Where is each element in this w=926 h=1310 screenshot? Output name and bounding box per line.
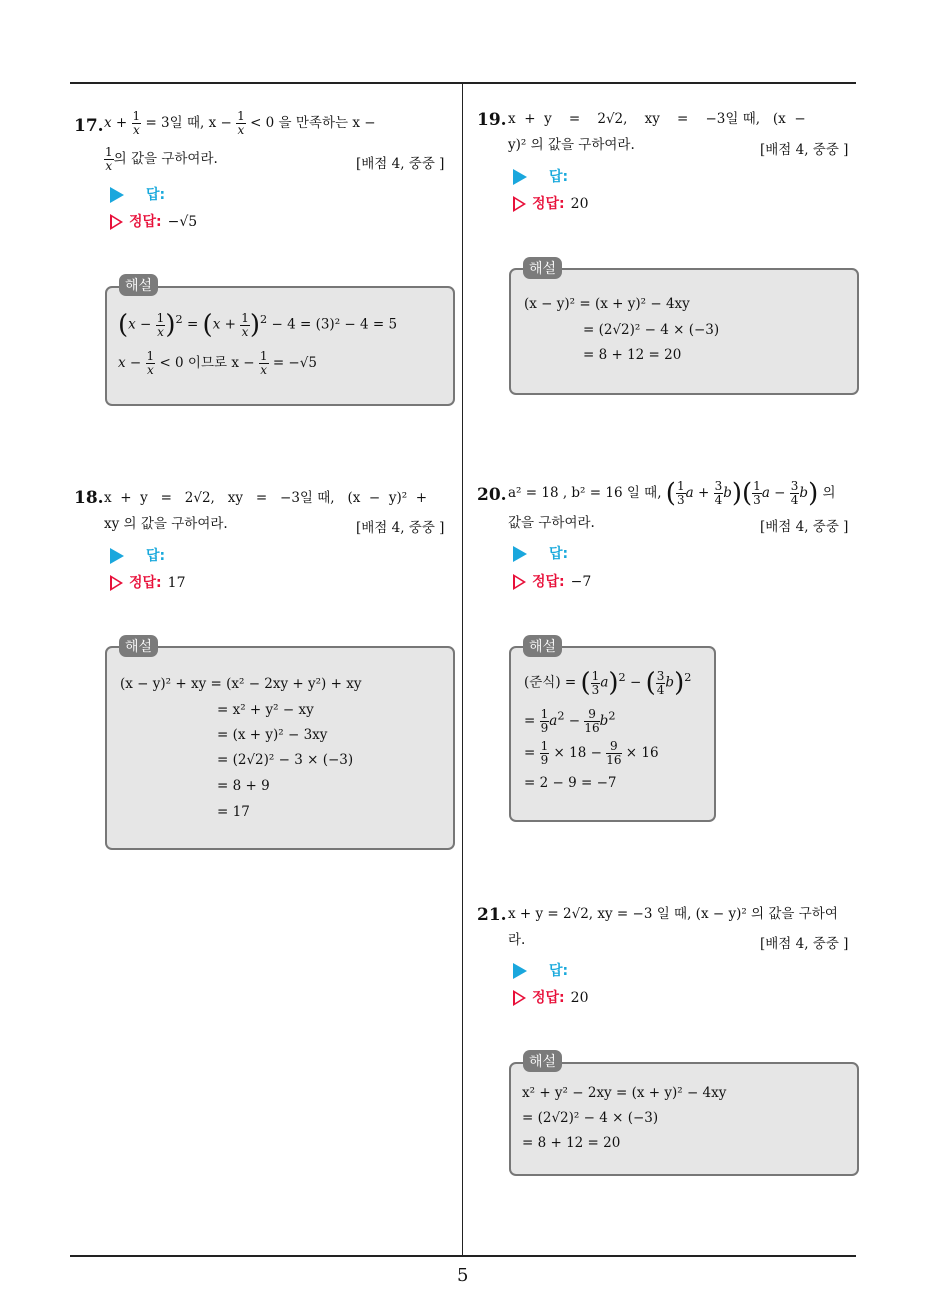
answer-row: 답:	[110, 545, 165, 565]
question-number: 21.	[477, 905, 507, 925]
solution-line: x² + y² − 2xy = (x + y)² − 4xy	[522, 1085, 727, 1101]
question-text-line2: y)² 의 값을 구하여라.	[508, 137, 635, 153]
correct-answer-row: 정답: −7	[513, 571, 591, 591]
solution-line: = 2 − 9 = −7	[524, 775, 617, 791]
solution-tag: 해설	[523, 635, 562, 657]
question-text-line1: x + y = 2√2, xy = −3 일 때, (x − y)² 의 값을 구하여	[508, 906, 838, 922]
solution-line: = 8 + 12 = 20	[583, 347, 682, 363]
question-text-line2: 라.	[508, 932, 526, 948]
question-text-line1: x + $\frac{1}{x}$ = 3일 때, x − $\frac{1}{x}$ < 0 을 만족하는 x −	[104, 109, 376, 137]
column-divider	[462, 83, 463, 1256]
outline-triangle-icon	[513, 990, 526, 1006]
solution-line: = x² + y² − xy	[217, 702, 314, 718]
solution-tag: 해설	[523, 257, 562, 279]
answer-row: 답:	[513, 960, 568, 980]
score-tag: [배점 4, 중중 ]	[356, 520, 445, 536]
score-tag: [배점 4, 중중 ]	[760, 519, 849, 535]
question-text-line1: x + y = 2√2, xy = −3일 때, (x − y)² +	[104, 490, 428, 506]
question-text-line1: a² = 18 , b² = 16 일 때, ( $\frac{1}{3}$ a + $\frac{3}{4}$ b)( $\frac{1}{3}$ a − $\frac{3}{4}$ b) 의	[508, 478, 836, 509]
solution-line: x − $\frac{1}{x}$ < 0 이므로 x − $\frac{1}{x}$ = −√5	[118, 349, 317, 377]
correct-answer-row: 정답: 20	[513, 193, 588, 213]
solution-line: (x − $\frac{1}{x}$ )$^2$ = (x + $\frac{1}{x}$ )$^2$ − 4 = (3)² − 4 = 5	[118, 310, 398, 340]
question-number: 17.	[74, 116, 104, 136]
fraction: $\frac{1}{x}$	[132, 109, 141, 137]
page-number: 5	[457, 1265, 469, 1286]
bottom-rule	[70, 1255, 856, 1257]
solution-line: = (2√2)² − 4 × (−3)	[522, 1110, 659, 1126]
solution-line: (x − y)² = (x + y)² − 4xy	[524, 296, 690, 312]
question-text-line1: x + y = 2√2, xy = −3일 때, (x −	[508, 111, 806, 127]
play-icon	[513, 169, 527, 185]
question-text-line2: $\frac{1}{x}$ 의 값을 구하여라.	[105, 145, 218, 173]
answer-row: 답:	[110, 184, 165, 204]
solution-line: = 8 + 9	[217, 778, 270, 794]
outline-triangle-icon	[110, 575, 123, 591]
solution-line: (x − y)² + xy = (x² − 2xy + y²) + xy	[120, 676, 362, 692]
outline-triangle-icon	[110, 214, 123, 230]
solution-line: = (2√2)² − 4 × (−3)	[583, 322, 720, 338]
top-rule	[70, 82, 856, 84]
correct-answer-row: 정답: −√5	[110, 211, 197, 231]
outline-triangle-icon	[513, 574, 526, 590]
play-icon	[110, 548, 124, 564]
play-icon	[513, 963, 527, 979]
answer-row: 답:	[513, 543, 568, 563]
question-text-line2: xy 의 값을 구하여라.	[104, 516, 228, 532]
question-number: 20.	[477, 485, 507, 505]
play-icon	[513, 546, 527, 562]
score-tag: [배점 4, 중중 ]	[356, 156, 445, 172]
solution-line: = (2√2)² − 3 × (−3)	[217, 752, 354, 768]
solution-tag: 해설	[523, 1050, 562, 1072]
question-number: 19.	[477, 110, 507, 130]
solution-line: (준식) = ( $\frac{1}{3}$ a)$^2$ − ( $\frac{3}{4}$ b)$^2$	[524, 668, 692, 698]
solution-tag: 해설	[119, 274, 158, 296]
solution-line: = 17	[217, 804, 250, 820]
play-icon	[110, 187, 124, 203]
solution-line: = 8 + 12 = 20	[522, 1135, 621, 1151]
solution-line: = $\frac{1}{9}$ × 18 − $\frac{9}{16}$ × 16	[524, 739, 659, 767]
correct-answer-row: 정답: 17	[110, 572, 185, 592]
fraction: $\frac{1}{x}$	[237, 109, 245, 137]
answer-row: 답:	[513, 166, 568, 186]
solution-tag: 해설	[119, 635, 158, 657]
correct-answer-row: 정답: 20	[513, 987, 588, 1007]
fraction: $\frac{1}{x}$	[105, 145, 113, 173]
solution-box	[105, 286, 455, 406]
score-tag: [배점 4, 중중 ]	[760, 142, 849, 158]
question-text-line2: 값을 구하여라.	[508, 515, 595, 531]
solution-line: = $\frac{1}{9}$ $a^2$ − $\frac{9}{16}$ $b^2$	[524, 707, 616, 735]
outline-triangle-icon	[513, 196, 526, 212]
score-tag: [배점 4, 중중 ]	[760, 936, 849, 952]
solution-line: = (x + y)² − 3xy	[217, 727, 328, 743]
question-number: 18.	[74, 488, 104, 508]
